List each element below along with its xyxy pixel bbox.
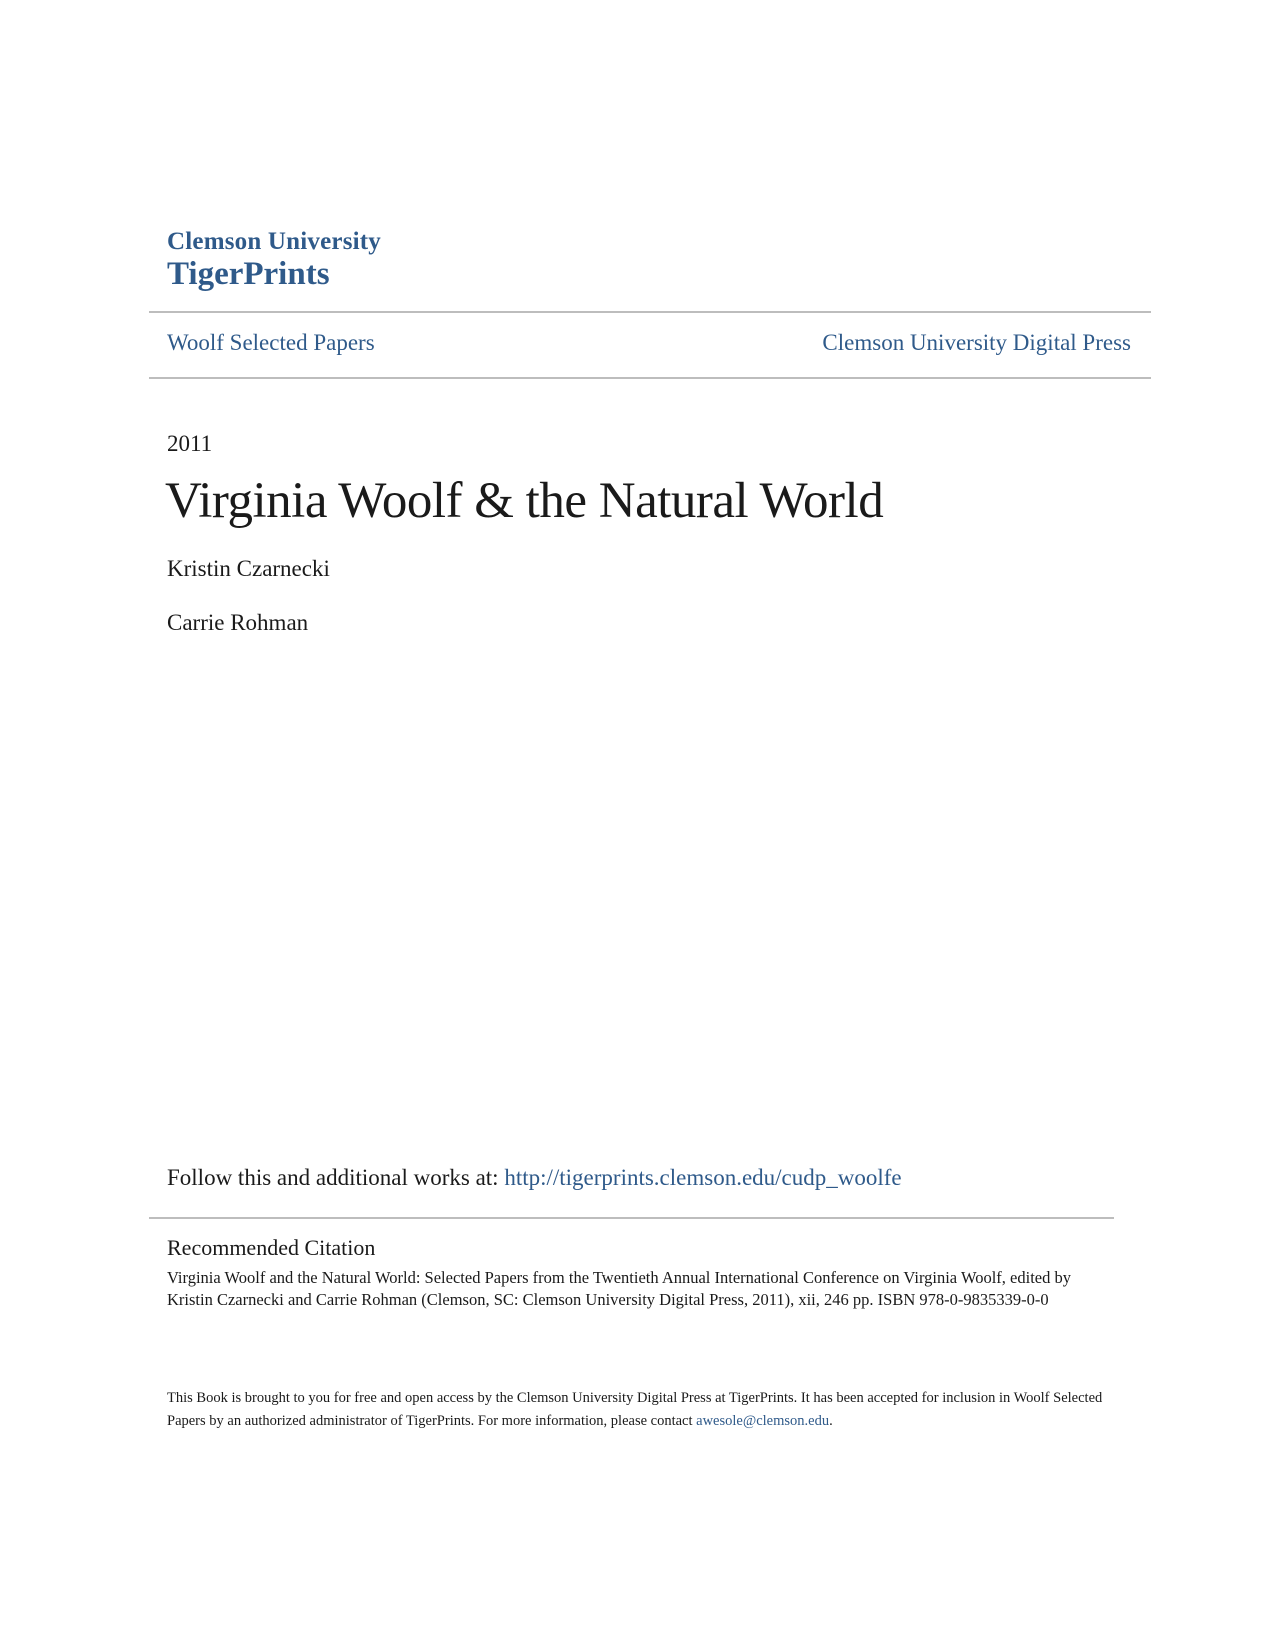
page-title: Virginia Woolf & the Natural World <box>165 473 884 529</box>
footer-divider <box>149 1217 1114 1219</box>
repository-name: TigerPrints <box>167 256 330 292</box>
citation-heading: Recommended Citation <box>167 1235 376 1260</box>
series-divider <box>149 377 1151 379</box>
notice-end: . <box>829 1413 833 1429</box>
repository-logo <box>167 228 381 292</box>
follow-label: Follow this and additional works at: <box>167 1165 505 1190</box>
institution-name: Clemson University <box>167 228 382 255</box>
publication-year: 2011 <box>167 431 213 456</box>
contact-email-link[interactable]: awesole@clemson.edu <box>696 1413 830 1429</box>
author-name: Carrie Rohman <box>167 610 309 635</box>
notice-text: This Book is brought to you for free and open access by the Clemson University Digital Press at TigerPrints. It has been accepted for inclusion in Woolf Selected Papers by an authorized administrator of TigerPrints. For more information, please contact <box>167 1390 1103 1429</box>
access-notice <box>167 1387 1107 1433</box>
series-link-woolf-selected-papers[interactable]: Woolf Selected Papers <box>167 330 375 355</box>
publisher-link[interactable]: Clemson University Digital Press <box>822 330 1131 355</box>
collection-url-link[interactable]: http://tigerprints.clemson.edu/cudp_woolfe <box>504 1165 902 1190</box>
top-divider <box>149 311 1151 313</box>
citation-text: Virginia Woolf and the Natural World: Selected Papers from the Twentieth Annual International Conference on Virginia Woolf, edited by Kristin Czarnecki and Carrie Rohman (Clemson, SC: Clemson University Digital Press, 2011), xii, 246 pp. ISBN 978-0-9835339-0-0 <box>167 1268 1071 1309</box>
follow-line <box>167 1165 902 1191</box>
author-name: Kristin Czarnecki <box>167 556 330 581</box>
